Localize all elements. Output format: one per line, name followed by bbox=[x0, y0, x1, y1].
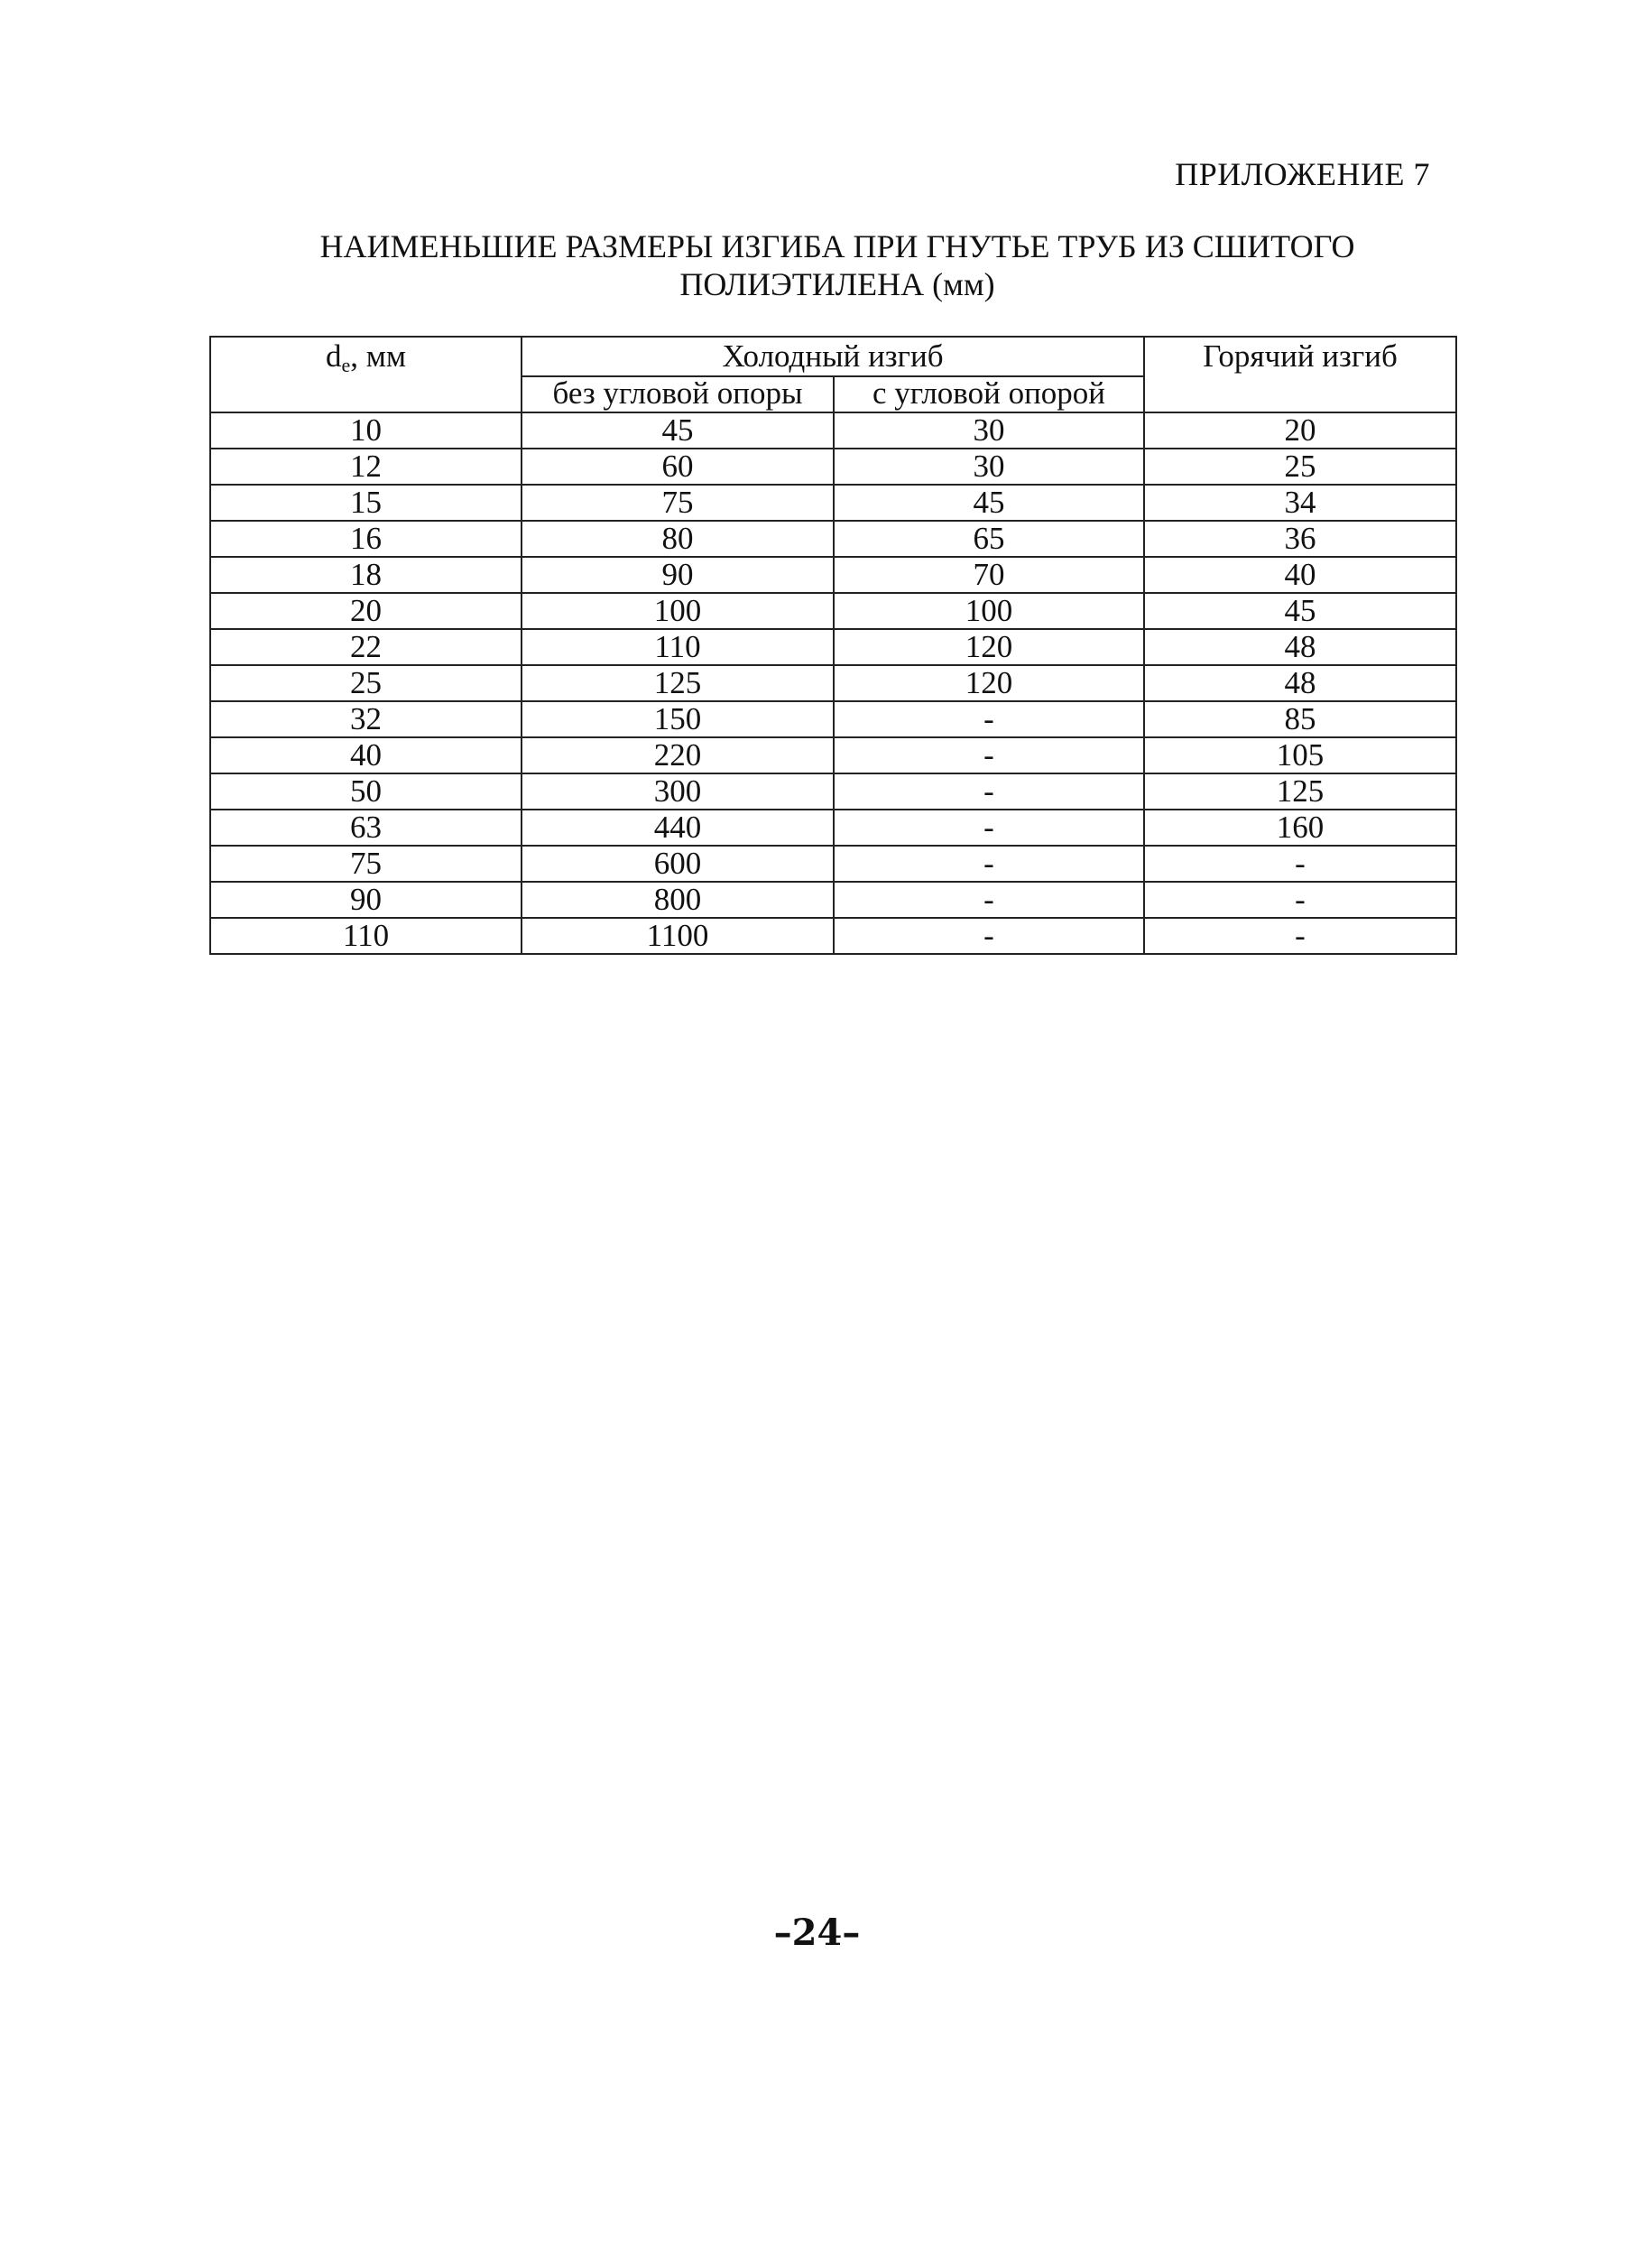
cell-diameter: 22 bbox=[210, 629, 522, 665]
cell-cold-with-support: 45 bbox=[834, 485, 1144, 521]
table-row bbox=[210, 485, 1456, 521]
cell-cold-with-support: - bbox=[834, 737, 1144, 773]
page-number: –24– bbox=[773, 1912, 861, 1954]
cell-diameter: 20 bbox=[210, 593, 522, 629]
cell-hot-bend: 85 bbox=[1144, 701, 1456, 737]
appendix-label: ПРИЛОЖЕНИЕ 7 bbox=[1175, 156, 1430, 192]
cell-cold-with-support: - bbox=[834, 773, 1144, 810]
table-row bbox=[210, 810, 1456, 846]
cell-cold-with-support: 70 bbox=[834, 557, 1144, 593]
cell-diameter: 10 bbox=[210, 412, 522, 449]
table-row bbox=[210, 773, 1456, 810]
cell-hot-bend: - bbox=[1144, 882, 1456, 918]
cell-diameter: 16 bbox=[210, 521, 522, 557]
table-row bbox=[210, 701, 1456, 737]
table-row bbox=[210, 629, 1456, 665]
cell-hot-bend: - bbox=[1144, 918, 1456, 954]
table-row bbox=[210, 737, 1456, 773]
cell-hot-bend: - bbox=[1144, 846, 1456, 882]
cell-diameter: 63 bbox=[210, 810, 522, 846]
cell-hot-bend: 48 bbox=[1144, 665, 1456, 701]
cell-cold-with-support: - bbox=[834, 846, 1144, 882]
cell-cold-with-support: 30 bbox=[834, 412, 1144, 449]
cell-cold-without-support: 75 bbox=[522, 485, 834, 521]
table-row bbox=[210, 521, 1456, 557]
cell-hot-bend: 25 bbox=[1144, 449, 1456, 485]
table-row bbox=[210, 665, 1456, 701]
table-row bbox=[210, 918, 1456, 954]
cell-cold-without-support: 220 bbox=[522, 737, 834, 773]
cell-diameter: 50 bbox=[210, 773, 522, 810]
cell-diameter: 25 bbox=[210, 665, 522, 701]
cell-hot-bend: 40 bbox=[1144, 557, 1456, 593]
cell-cold-without-support: 150 bbox=[522, 701, 834, 737]
table-row bbox=[210, 846, 1456, 882]
cell-cold-without-support: 1100 bbox=[522, 918, 834, 954]
cell-cold-with-support: 65 bbox=[834, 521, 1144, 557]
cell-cold-with-support: 30 bbox=[834, 449, 1144, 485]
cell-cold-with-support: 120 bbox=[834, 665, 1144, 701]
title-line-2: ПОЛИЭТИЛЕНА (мм) bbox=[679, 266, 995, 302]
cell-hot-bend: 48 bbox=[1144, 629, 1456, 665]
cell-diameter: 75 bbox=[210, 846, 522, 882]
cell-cold-without-support: 600 bbox=[522, 846, 834, 882]
header-hot-bend: Горячий изгиб bbox=[1144, 337, 1456, 412]
cell-cold-without-support: 800 bbox=[522, 882, 834, 918]
cell-cold-with-support: - bbox=[834, 810, 1144, 846]
header-cold-bend: Холодный изгиб bbox=[522, 337, 1144, 376]
title-line-1: НАИМЕНЬШИЕ РАЗМЕРЫ ИЗГИБА ПРИ ГНУТЬЕ ТРУБ ИЗ СШИТОГО bbox=[319, 228, 1355, 264]
cell-cold-without-support: 100 bbox=[522, 593, 834, 629]
table-row bbox=[210, 882, 1456, 918]
cell-cold-without-support: 60 bbox=[522, 449, 834, 485]
cell-hot-bend: 20 bbox=[1144, 412, 1456, 449]
cell-diameter: 12 bbox=[210, 449, 522, 485]
bend-size-table bbox=[209, 336, 1457, 955]
table-row bbox=[210, 412, 1456, 449]
header-outer-diameter: de, мм bbox=[210, 337, 522, 412]
cell-diameter: 15 bbox=[210, 485, 522, 521]
cell-cold-without-support: 300 bbox=[522, 773, 834, 810]
cell-cold-with-support: - bbox=[834, 882, 1144, 918]
cell-diameter: 18 bbox=[210, 557, 522, 593]
document-title bbox=[0, 227, 1634, 303]
cell-cold-without-support: 125 bbox=[522, 665, 834, 701]
cell-hot-bend: 36 bbox=[1144, 521, 1456, 557]
cell-cold-with-support: - bbox=[834, 701, 1144, 737]
table-row bbox=[210, 449, 1456, 485]
cell-hot-bend: 34 bbox=[1144, 485, 1456, 521]
cell-hot-bend: 45 bbox=[1144, 593, 1456, 629]
cell-diameter: 32 bbox=[210, 701, 522, 737]
cell-diameter: 40 bbox=[210, 737, 522, 773]
cell-cold-without-support: 80 bbox=[522, 521, 834, 557]
table-row bbox=[210, 593, 1456, 629]
cell-diameter: 90 bbox=[210, 882, 522, 918]
cell-cold-with-support: 100 bbox=[834, 593, 1144, 629]
cell-cold-without-support: 45 bbox=[522, 412, 834, 449]
table-row bbox=[210, 557, 1456, 593]
cell-cold-without-support: 440 bbox=[522, 810, 834, 846]
header-cold-without-support: без угловой опоры bbox=[522, 376, 834, 412]
cell-hot-bend: 105 bbox=[1144, 737, 1456, 773]
cell-cold-with-support: 120 bbox=[834, 629, 1144, 665]
cell-cold-with-support: - bbox=[834, 918, 1144, 954]
cell-cold-without-support: 110 bbox=[522, 629, 834, 665]
cell-hot-bend: 160 bbox=[1144, 810, 1456, 846]
header-cold-with-support: с угловой опорой bbox=[834, 376, 1144, 412]
table-body bbox=[210, 412, 1456, 954]
cell-cold-without-support: 90 bbox=[522, 557, 834, 593]
cell-hot-bend: 125 bbox=[1144, 773, 1456, 810]
cell-diameter: 110 bbox=[210, 918, 522, 954]
